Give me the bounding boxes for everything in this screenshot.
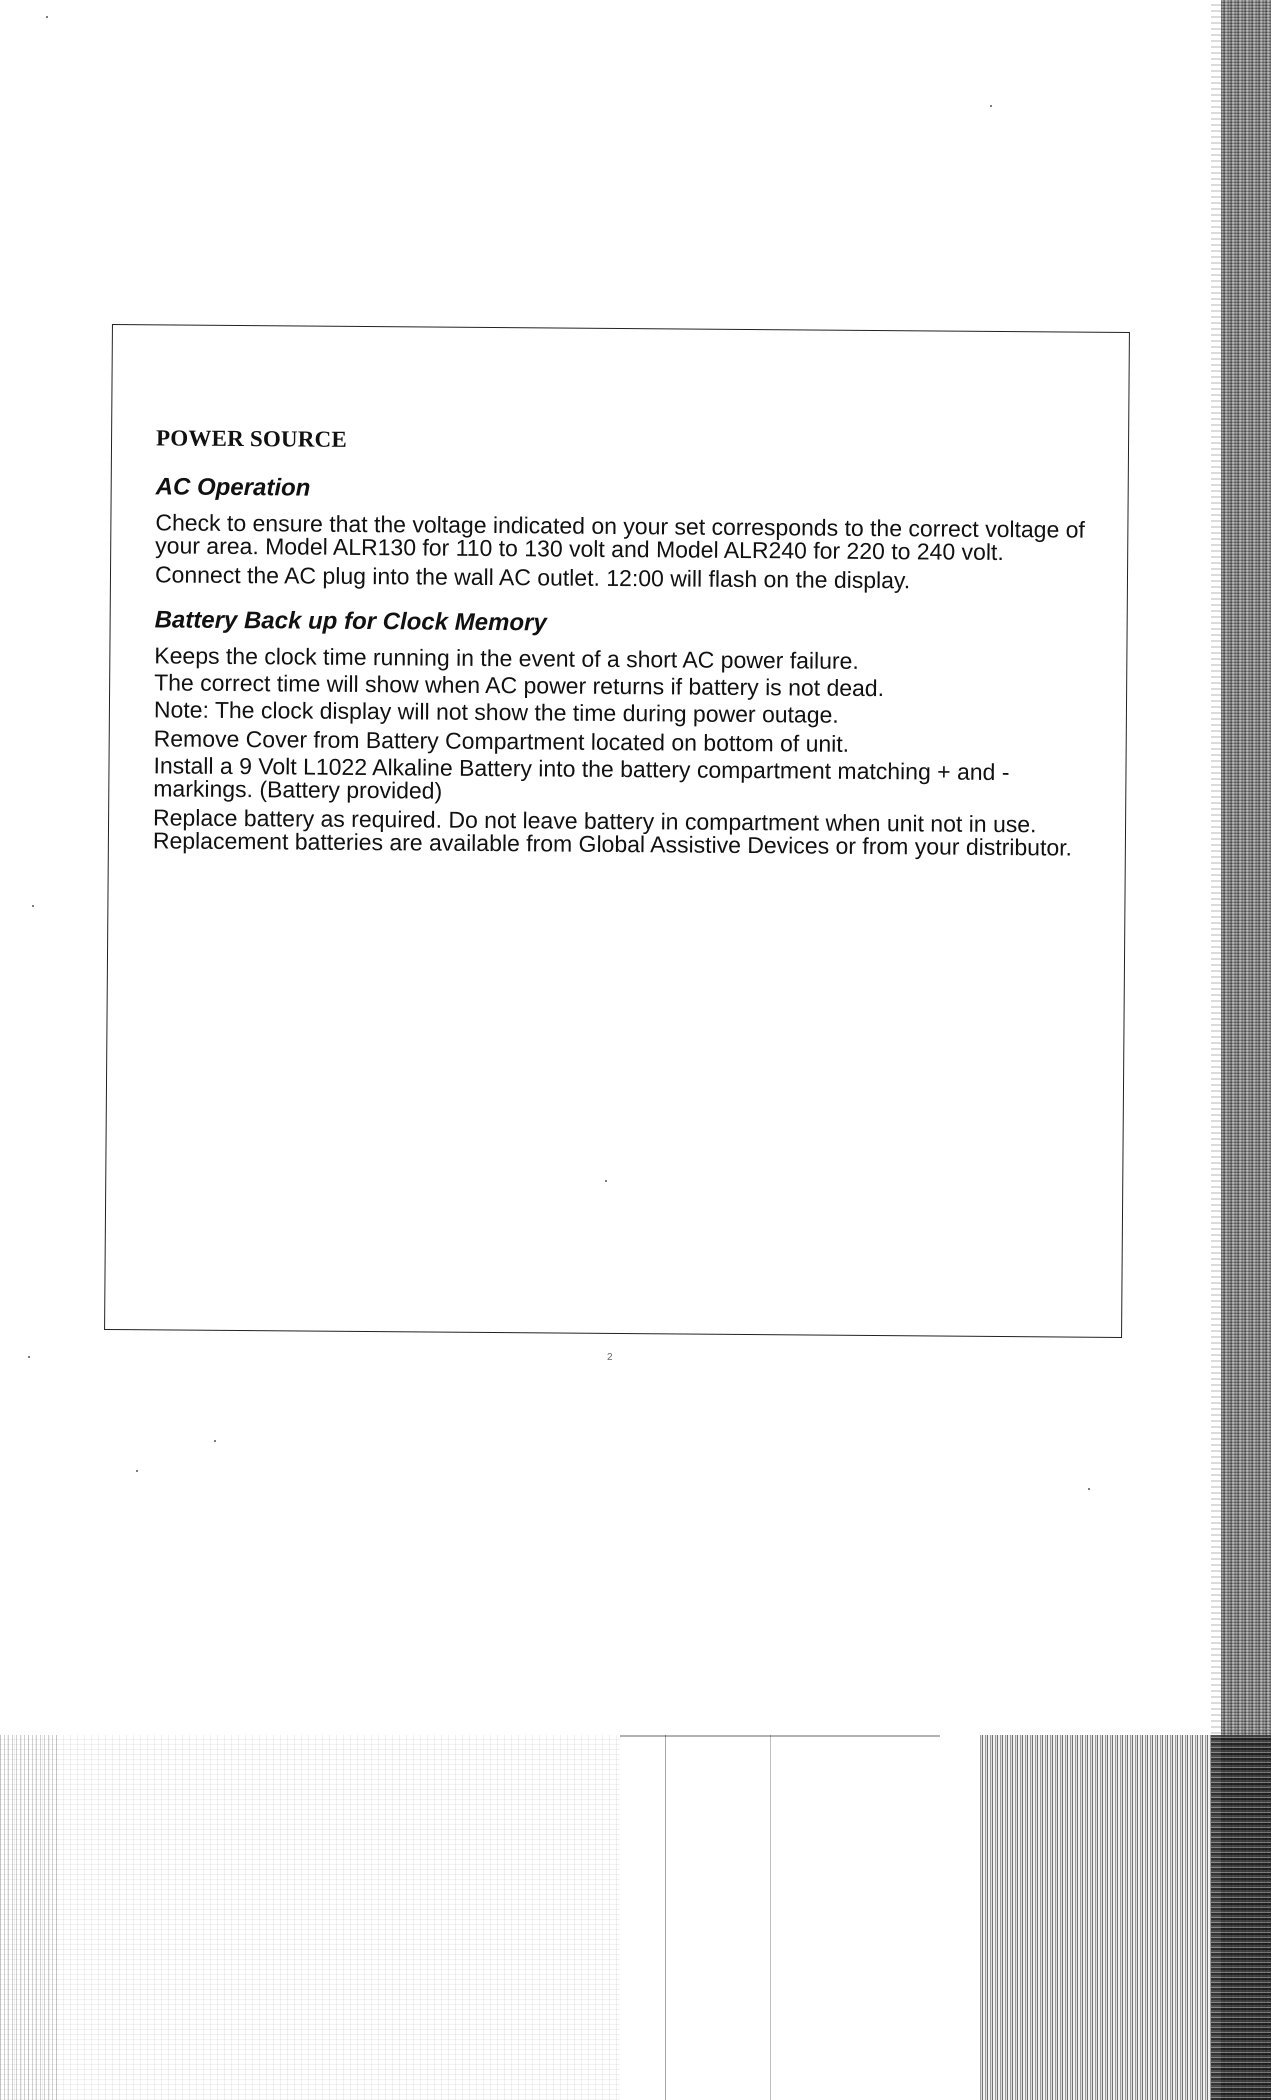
frame-content: [153, 425, 1096, 859]
scan-bottom-noise: [0, 1735, 1271, 2100]
ac-paragraph-1: Check to ensure that the voltage indicated on your set corresponds to the correct voltage of your area. Model ALR130 for 110 to 130 volt and Model ALR240 for 220 to 240 volt.: [155, 509, 1085, 566]
ac-operation-heading: AC Operation: [155, 473, 311, 502]
scan-noise-right: [980, 1735, 1271, 2100]
battery-paragraph-4: Remove Cover from Battery Compartment located on bottom of unit.: [153, 725, 850, 757]
scan-speck: [32, 905, 34, 907]
page-number: 2: [607, 1352, 613, 1363]
section-title: POWER SOURCE: [155, 425, 348, 452]
battery-paragraph-2: The correct time will show when AC power returns if battery is not dead.: [154, 669, 885, 702]
scan-speck: [136, 1470, 138, 1472]
ac-paragraph-2: Connect the AC plug into the wall AC outlet. 12:00 will flash on the display.: [154, 561, 911, 594]
battery-paragraph-5: Install a 9 Volt L1022 Alkaline Battery into the battery compartment matching + and - markings. (Battery provided): [153, 752, 1010, 804]
scan-speck: [1088, 1488, 1090, 1490]
content-frame: [104, 324, 1130, 1338]
battery-note: Note: The clock display will not show the time during power outage.: [153, 696, 839, 728]
scan-speck: [990, 105, 992, 107]
battery-backup-heading: Battery Back up for Clock Memory: [154, 606, 547, 637]
battery-paragraph-6: Replace battery as required. Do not leave battery in compartment when unit not in use. Replacement batteries are available from Global Assistive Devices or from your distributor.: [152, 804, 1073, 861]
scan-speck: [28, 1356, 30, 1358]
scan-speck: [214, 1440, 216, 1442]
scan-noise-left: [0, 1735, 620, 2100]
battery-paragraph-1: Keeps the clock time running in the event of a short AC power failure.: [154, 642, 859, 674]
scan-speck: [46, 16, 48, 18]
scan-noise-middle: [620, 1735, 940, 2100]
